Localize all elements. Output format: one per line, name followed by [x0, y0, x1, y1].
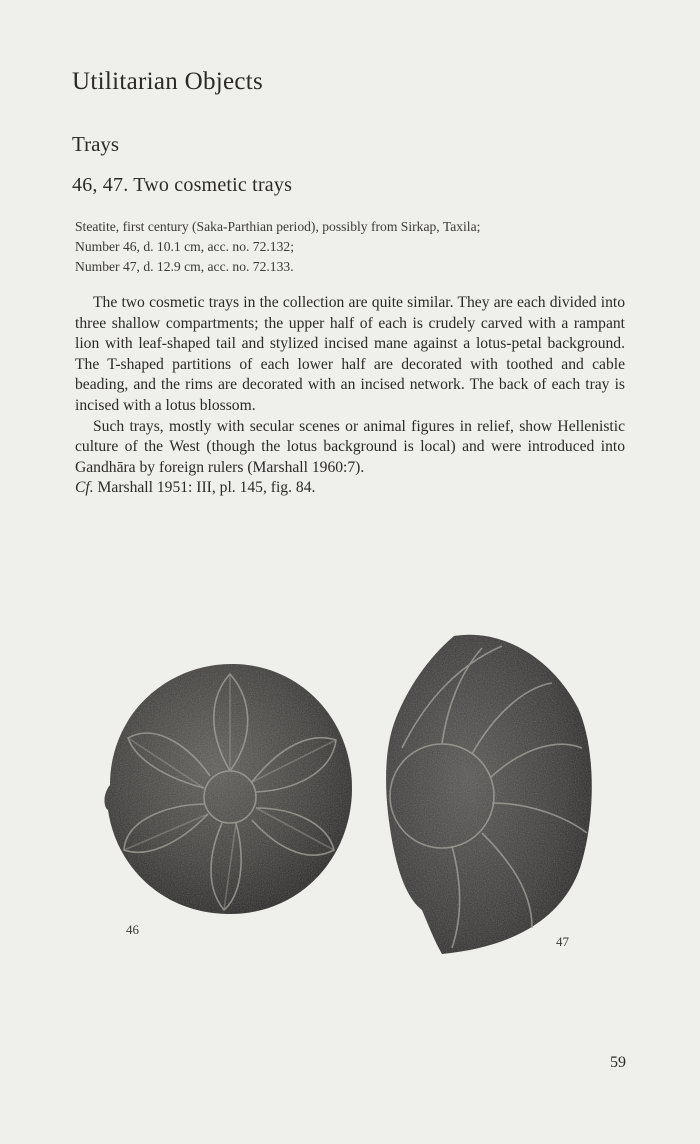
subsection-title: Trays [72, 132, 120, 156]
tray-46-photo [96, 660, 358, 920]
catalog-metadata [75, 217, 635, 277]
page-number: 59 [610, 1054, 626, 1071]
cf-reference: Marshall 1951: III, pl. 145, fig. 84. [93, 479, 316, 497]
cf-label: Cf. [75, 479, 94, 497]
reference-line [75, 478, 625, 499]
description-text [75, 293, 625, 499]
meta-line-number-46: Number 46, d. 10.1 cm, acc. no. 72.132; [75, 239, 294, 254]
meta-line-number-47: Number 47, d. 12.9 cm, acc. no. 72.133. [75, 259, 294, 274]
section-title: Utilitarian Objects [72, 68, 264, 95]
meta-line-material: Steatite, first century (Saka-Parthian period), possibly from Sirkap, Taxila; [75, 219, 481, 234]
tray-47-photo [382, 628, 598, 958]
paragraph-context: Such trays, mostly with secular scenes or animal figures in relief, show Hellenistic culture of the West (though the lotus background is local) and were introduced into Gandhāra by foreign rulers (Marshall 1960:7). [75, 417, 625, 476]
figure-label-46: 46 [126, 922, 139, 937]
figure-label-47: 47 [556, 934, 569, 949]
tray-photographs [0, 600, 700, 980]
entry-title: 46, 47. Two cosmetic trays [72, 174, 293, 196]
paragraph-description: The two cosmetic trays in the collection are quite similar. They are each divided into three shallow compartments; the upper half of each is crudely carved with a rampant lion with leaf-shaped tail and stylized incised mane against a lotus-petal background. The T-shaped partitions of each lower half are decorated with toothed and cable beading, and the rims are decorated with an incised network. The back of each tray is incised with a lotus blossom. [75, 294, 625, 414]
